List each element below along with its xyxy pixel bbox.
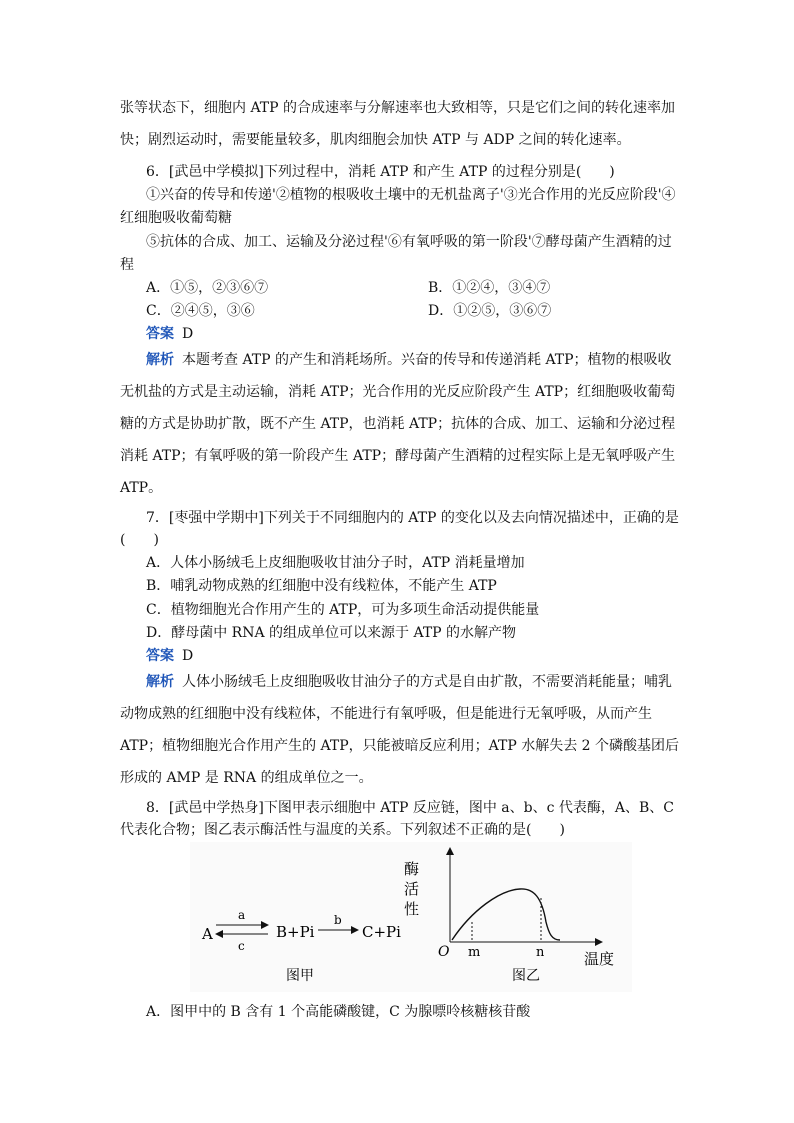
enzyme-a-label: a [238,908,246,922]
y-axis-label: 酶 [404,860,420,878]
text-line: 快；剧烈运动时，需要能量较多，肌肉细胞会加快 ATP 与 ADP 之间的转化速率。 [120,132,631,148]
question-8-stem: 8．[武邑中学热身]下图甲表示细胞中 ATP 反应链，图中 a、b、c 代表酶，A、B、C [146,800,674,816]
tick-m-label: m [468,945,481,960]
explanation-row [146,350,672,370]
compound-a-label: A [202,925,213,943]
explanation-text: 消耗 ATP；有氧呼吸的第一阶段产生 ATP；酵母菌产生酒精的过程实际上是无氧呼吸产生 [120,448,676,464]
explanation-text: 本题考查 ATP 的产生和消耗场所。兴奋的传导和传递消耗 ATP；植物的根吸收 [182,352,672,368]
compound-b-pi-label: B+Pi [276,923,315,941]
explanation-row [146,672,672,692]
figure-jia-caption: 图甲 [286,968,314,984]
option-d: D．①②⑤，③⑥⑦ [428,303,552,319]
option-c: C．植物细胞光合作用产生的 ATP，可为多项生命活动提供能量 [146,602,540,618]
figure-svg [190,842,632,992]
option-a: A．人体小肠绒毛上皮细胞吸收甘油分子时，ATP 消耗量增加 [146,555,525,571]
tick-n-label: n [536,945,545,960]
answer-row [146,646,193,666]
option-d: D．酵母菌中 RNA 的组成单位可以来源于 ATP 的水解产物 [146,625,517,641]
option-a: A．①⑤，②③⑥⑦ [146,280,269,296]
explanation-text: 人体小肠绒毛上皮细胞吸收甘油分子的方式是自由扩散，不需要消耗能量；哺乳 [182,674,672,690]
option-b: B．①②④，③④⑦ [428,280,551,296]
enzyme-b-label: b [334,913,342,927]
question-6-items: ⑤抗体的合成、加工、运输及分泌过程'⑥有氧呼吸的第一阶段'⑦酵母菌产生酒精的过 [146,234,672,250]
question-6-items: 程 [120,257,134,273]
option-a: A．图甲中的 B 含有 1 个高能磷酸键，C 为腺嘌呤核糖核苷酸 [146,1004,531,1020]
explanation-text: ATP；植物细胞光合作用产生的 ATP，只能被暗反应利用；ATP 水解失去 2 个磷酸基团后 [120,738,680,754]
option-b: B．哺乳动物成熟的红细胞中没有线粒体，不能产生 ATP [146,578,497,594]
explanation-text: 动物成熟的红细胞中没有线粒体，不能进行有氧呼吸，但是能进行无氧呼吸，从而产生 [120,706,652,722]
origin-label: O [438,944,450,960]
explanation-text: 形成的 AMP 是 RNA 的组成单位之一。 [120,770,373,786]
question-6-items: 红细胞吸收葡萄糖 [120,210,232,226]
answer-value: D [182,648,194,664]
answer-label: 答案 [146,648,174,664]
y-axis-label: 活 [404,880,420,898]
question-7-stem: 7．[枣强中学期中]下列关于不同细胞内的 ATP 的变化以及去向情况描述中，正确的是 [146,510,679,526]
answer-value: D [182,326,194,342]
answer-label: 答案 [146,326,174,342]
figure-panel [190,842,632,992]
explanation-label: 解析 [146,352,174,368]
activity-curve [452,889,560,940]
explanation-text: 无机盐的方式是主动运输，消耗 ATP；光合作用的光反应阶段产生 ATP；红细胞吸收葡萄 [120,384,676,400]
answer-row [146,324,193,344]
text-line: 张等状态下，细胞内 ATP 的合成速率与分解速率也大致相等，只是它们之间的转化速率加 [120,100,676,116]
question-7-stem: ( ) [120,532,159,548]
y-axis-label: 性 [404,900,420,918]
enzyme-c-label: c [238,939,245,953]
question-6-items: ①兴奋的传导和传递'②植物的根吸收土壤中的无机盐离子'③光合作用的光反应阶段'④ [146,187,676,203]
compound-c-pi-label: C+Pi [362,923,401,941]
explanation-label: 解析 [146,674,174,690]
x-axis-label: 温度 [584,950,615,968]
figure-yi-caption: 图乙 [512,968,540,984]
explanation-text: 糖的方式是协助扩散，既不产生 ATP，也消耗 ATP；抗体的合成、加工、运输和分泌过程 [120,416,676,432]
option-c: C．②④⑤，③⑥ [146,303,255,319]
question-8-stem: 代表化合物；图乙表示酶活性与温度的关系。下列叙述不正确的是( ) [120,822,565,838]
question-6-stem: 6．[武邑中学模拟]下列过程中，消耗 ATP 和产生 ATP 的过程分别是( ) [146,164,615,180]
explanation-text: ATP。 [120,480,163,496]
